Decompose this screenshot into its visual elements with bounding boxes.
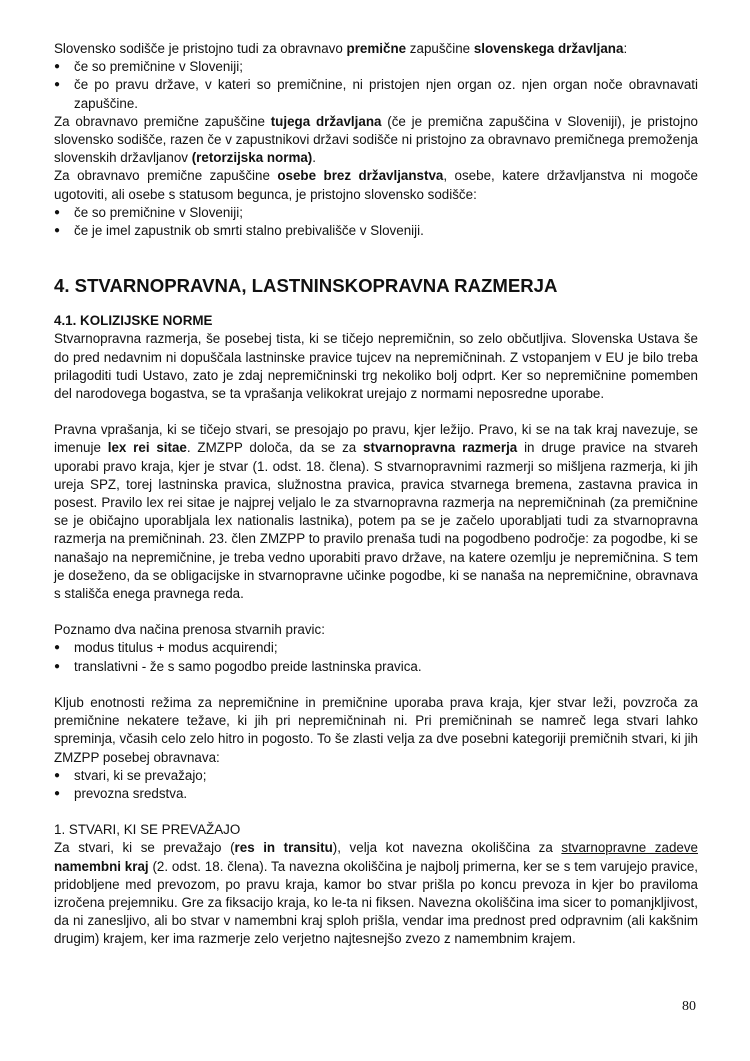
list-item: ● translativni - že s samo pogodbo preide lastninska pravica. — [54, 658, 698, 676]
intro-paragraph-3: Za obravnavo premične zapuščine osebe brez državljanstva, osebe, katere državljanstva ni mogoče ugotoviti, ali osebe s statusom begunca, je pristojno slovensko sodišče: — [54, 168, 698, 202]
section-title: 4. STVARNOPRAVNA, LASTNINSKOPRAVNA RAZMERJA — [54, 275, 558, 297]
list-item: ● modus titulus + modus acquirendi; — [54, 639, 698, 657]
paragraph-2: Pravna vprašanja, ki se tičejo stvari, se presojajo po pravu, kjer ležijo. Pravo, ki se na tak kraj navezuje, se imenuje lex rei sitae. ZMZPP določa, da se za stvarnopravna razmerja in druge pravice na stvareh uporabi pravo kraja, kjer je stvar (1. odst. 18. člena). S stvarnopravnimi razmerji so mišljena razmerja, ki jih ureja SPZ, torej lastninska pravica, služnostna pravica, pravica stvarnega bremena, zastavna pravica in posest. Pravilo lex rei sitae je najprej veljalo le za stvarnopravna razmerja na nepremičninah (za premičnine se je običajno uporabljala lex nationalis lastnika), potem pa se je začelo uporabljati tudi za stvarnopravna razmerja na premičninah. 23. člen ZMZPP to pravilo prenaša tudi na pogodbeno področje: za pogodbe, ki se nanašajo na nepremičnine, je treba vedno uporabiti pravo države, na katere ozemlju je nepremičnina. S tem je doseženo, da se obligacijske in stvarnopravne učinke pogodbe, ki se nanaša na nepremičnine, obravnava s stališča enega pravnega reda. — [54, 422, 699, 602]
paragraph-1: Stvarnopravna razmerja, še posebej tista, ki se tičejo nepremičnin, so zelo občutljiva. Slovenska Ustava še do pred nedavnim ni dopuščala lastninske pravice tujcev na nepremičninah. Z vstopanjem v EU je bilo treba prilagoditi tudi Ustavo, zato je zdaj nepremičninski trg nekoliko bolj odprt. Ker so nepremičnine pomemben del narodovega bogastva, se ta vprašanja velikokrat urejajo z normami neposredne uporabe. — [54, 331, 698, 402]
intro-paragraph-1: Slovensko sodišče je pristojno tudi za obravnavo premične zapuščine slovenskega državljana: — [54, 41, 628, 56]
intro-paragraph-2: Za obravnavo premične zapuščine tujega državljana (če je premična zapuščina v Sloveniji), je pristojno slovensko sodišče, razen če v zapustnikovi državi sodišče ni pristojno za obravnavo premičnega premoženja slovenskih državljanov (retorzijska norma). — [54, 113, 698, 166]
document-page — [54, 40, 698, 949]
list-item: ● prevozna sredstva. — [54, 785, 698, 803]
list-item: ● če po pravu države, v kateri so premičnine, ni pristojen njen organ oz. njen organ noče obravnavati zapuščine. — [54, 76, 698, 112]
list-item: ● če so premičnine v Sloveniji; — [54, 204, 698, 222]
list-item: ● če je imel zapustnik ob smrti stalno prebivališče v Sloveniji. — [54, 222, 698, 240]
bullet-list-3 — [54, 639, 698, 675]
paragraph-5: Za stvari, ki se prevažajo (res in transitu), velja kot navezna okoliščina za stvarnopravne zadeve namembni kraj (2. odst. 18. člena). Ta navezna okoliščina je najbolj primerna, ker se s tem varujejo pravice, pridobljene med prevozom, po pravu kraja, kamor bo stvar prišla po koncu prevoza in kjer bo praviloma izročena prejemniku. Gre za fiksacijo kraja, ko le-ta ni fiksen. Navezna okoliščina ima sicer to pomanjkljivost, da ni zanesljivo, ali bo stvar v namembni kraj sploh prišla, vendar ima prednost pred odpravnim (ali kakšnim drugim) krajem, ker ima razmerje zelo verjetno najtesnejšo zvezo z namembnim krajem. — [54, 840, 698, 947]
bullet-list-2 — [54, 204, 698, 240]
list-item: ● če so premičnine v Sloveniji; — [54, 58, 698, 76]
subsection-2-title: 1. STVARI, KI SE PREVAŽAJO — [54, 822, 241, 838]
subsection-title: 4.1. KOLIZIJSKE NORME — [54, 313, 213, 329]
page-number: 80 — [682, 999, 696, 1014]
list-item: ● stvari, ki se prevažajo; — [54, 767, 698, 785]
paragraph-3: Poznamo dva načina prenosa stvarnih pravic: — [54, 622, 325, 638]
paragraph-4: Kljub enotnosti režima za nepremičnine in premičnine uporaba prava kraja, kjer stvar leži, povzroča za premičnine nekatere težave, ki jih pri nepremičninah ni. Pri premičninah se namreč lega stvari lahko spreminja, včasih celo zelo hitro in pogosto. To še zlasti velja za dve posebni kategoriji premičnih stvari, ki jih ZMZPP posebej obravnava: — [54, 694, 698, 765]
bullet-list-1 — [54, 58, 698, 113]
bullet-list-4 — [54, 767, 698, 803]
